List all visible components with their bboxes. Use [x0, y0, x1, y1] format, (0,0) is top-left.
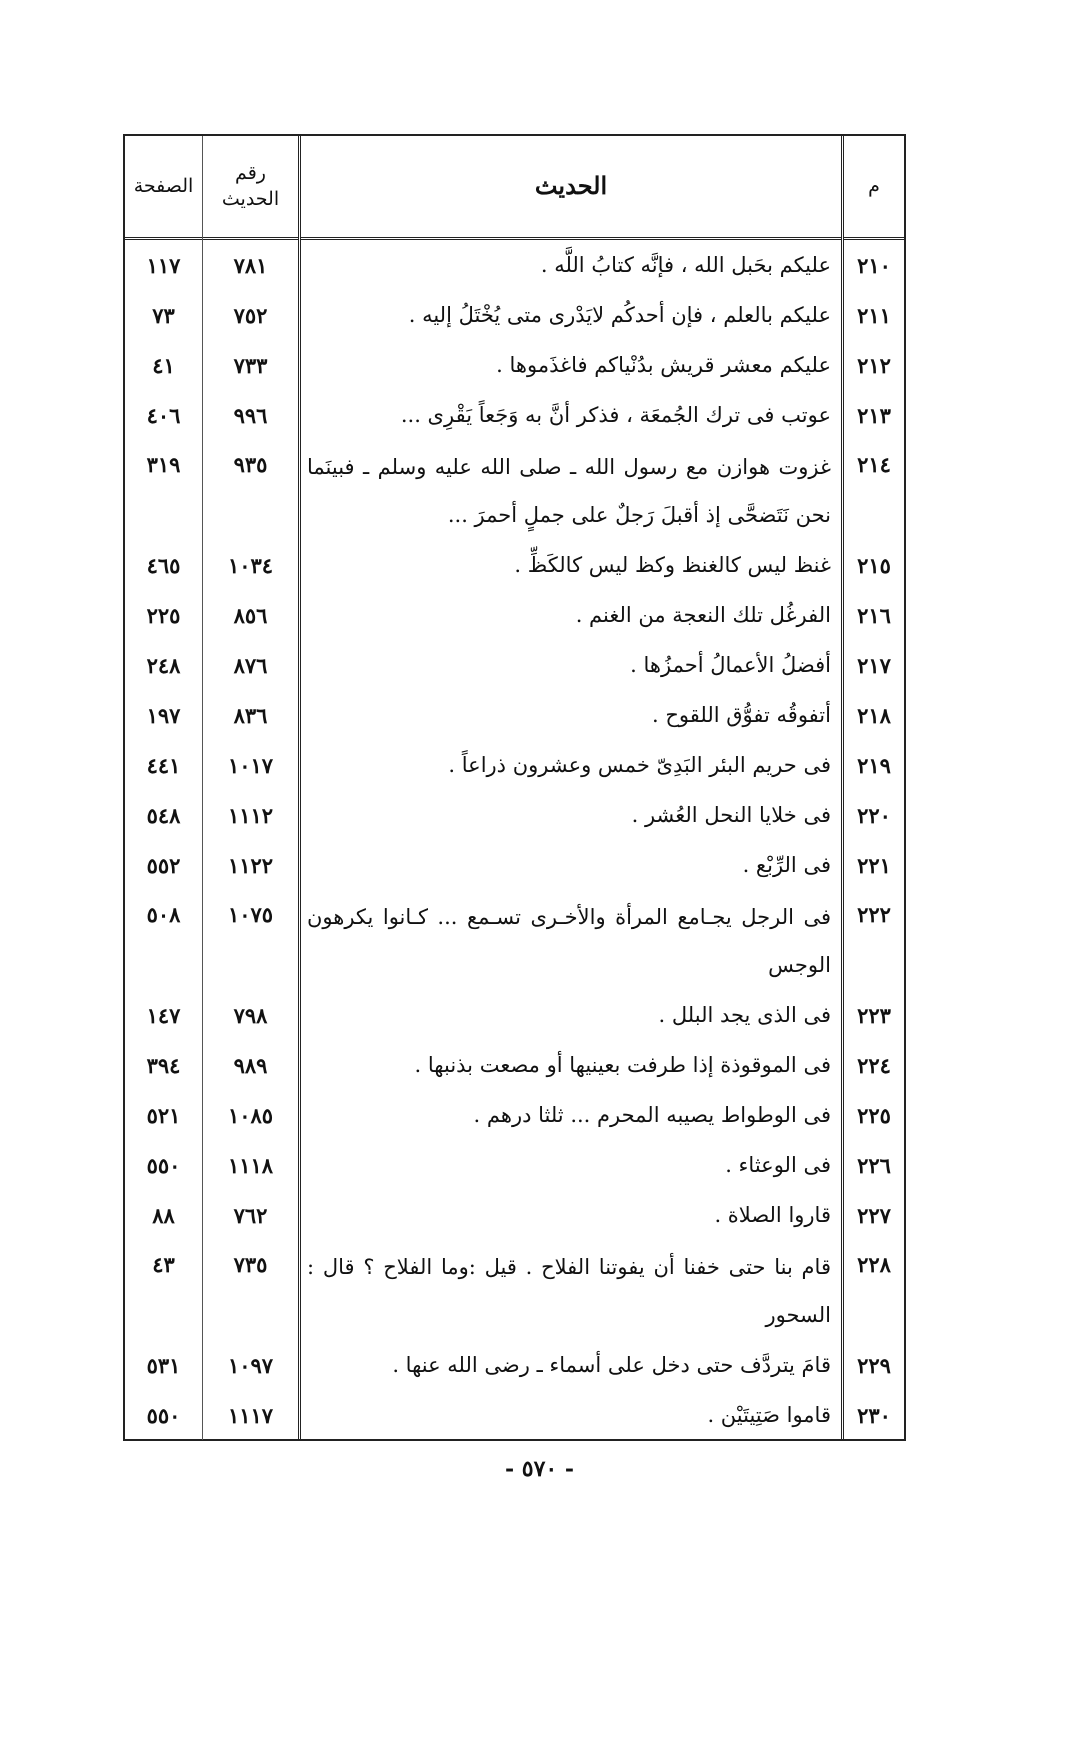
row-m-value: ٢٢٩ [857, 1352, 891, 1378]
row-text-cell [301, 740, 841, 790]
column-hadith-text [301, 136, 844, 1440]
row-page-cell [125, 990, 202, 1040]
row-number-value: ١١١٨ [227, 1152, 274, 1178]
row-number-value: ٧٥٢ [233, 302, 268, 328]
row-number-value: ١١٢٢ [227, 852, 274, 878]
row-text-cell [301, 440, 841, 540]
row-page-value: ٤٠٦ [146, 402, 181, 428]
row-number-cell [203, 890, 298, 990]
row-page-value: ١٩٧ [146, 702, 181, 728]
row-number-value: ١١١٧ [227, 1402, 274, 1428]
row-m-cell [844, 1240, 904, 1340]
row-text-line: عوتب فى ترك الجُمعَة ، فذكر أنَّ به وَجَعاً يَقْرِى ... [400, 403, 831, 427]
row-number-cell [203, 1140, 298, 1190]
row-m-value: ٢١٧ [857, 652, 891, 678]
row-text-cell [301, 640, 841, 690]
row-m-cell [844, 1140, 904, 1190]
row-page-cell [125, 590, 202, 640]
row-m-value: ٢١٣ [857, 402, 891, 428]
row-page-value: ٧٣ [152, 302, 175, 328]
row-page-cell [125, 1090, 202, 1140]
row-m-value: ٢٢٢ [857, 902, 891, 927]
row-m-cell [844, 290, 904, 340]
row-m-value: ٢٢٣ [857, 1002, 891, 1028]
row-m-value: ٢٢٥ [857, 1102, 891, 1128]
row-page-value: ٣٩٤ [146, 1052, 181, 1078]
row-number-value: ٧٨١ [233, 252, 268, 278]
row-number-value: ٧٣٥ [233, 1252, 268, 1277]
row-page-value: ٤١ [152, 352, 175, 378]
row-page-value: ٥٥٠ [146, 1152, 181, 1178]
row-number-cell [203, 540, 298, 590]
row-number-value: ١٠١٧ [227, 752, 274, 778]
row-m-cell [844, 240, 904, 290]
row-number-value: ١٠٩٧ [227, 1352, 274, 1378]
row-m-cell [844, 590, 904, 640]
row-m-value: ٢٢٤ [857, 1052, 891, 1078]
page-column-rows [125, 240, 202, 1440]
row-m-cell [844, 440, 904, 540]
column-hadith-number [203, 136, 301, 1440]
row-page-value: ٤٦٥ [146, 552, 181, 578]
row-number-value: ٨٥٦ [233, 602, 268, 628]
row-text-line: فى الوطواط يصيبه المحرم ... ثلثا درهم . [473, 1103, 831, 1127]
row-page-cell [125, 340, 202, 390]
row-page-cell [125, 840, 202, 890]
row-text-line: قاموا صَتِيتَيْن . [707, 1403, 831, 1427]
row-number-cell [203, 1390, 298, 1440]
row-text-cell [301, 1040, 841, 1090]
row-m-value: ٢٢١ [857, 852, 891, 878]
row-number-cell [203, 240, 298, 290]
row-m-cell [844, 540, 904, 590]
row-number-value: ٧٦٢ [233, 1202, 268, 1228]
row-m-value: ٢١٦ [857, 602, 891, 628]
row-number-value: ١٠٧٥ [227, 902, 274, 927]
row-text-cell [301, 1340, 841, 1390]
row-m-cell [844, 340, 904, 390]
row-number-cell [203, 1190, 298, 1240]
row-text-line: السحور [765, 1303, 831, 1327]
row-text-line: الفرغُل تلك النعجة من الغنم . [575, 603, 831, 627]
row-number-cell [203, 990, 298, 1040]
row-page-value: ٥٥٠ [146, 1402, 181, 1428]
row-number-value: ٨٧٦ [233, 652, 268, 678]
row-number-cell [203, 1340, 298, 1390]
column-serial [844, 136, 904, 1440]
row-page-cell [125, 540, 202, 590]
row-m-value: ٢٢٦ [857, 1152, 891, 1178]
header-number-line1: رقم [235, 161, 266, 184]
row-number-cell [203, 590, 298, 640]
row-text-cell [301, 840, 841, 890]
row-m-cell [844, 690, 904, 740]
row-number-value: ٩٨٩ [233, 1052, 268, 1078]
row-number-value: ١٠٨٥ [227, 1102, 274, 1128]
row-text-line: فى خلايا النحل العُشر . [631, 803, 831, 827]
row-page-value: ٥٢١ [146, 1102, 181, 1128]
row-m-value: ٢١٥ [857, 552, 891, 578]
row-m-value: ٢٢٠ [857, 802, 891, 828]
row-number-value: ٧٣٣ [233, 352, 268, 378]
row-text-line: فى الوعثاء . [725, 1153, 831, 1177]
header-page: الصفحة [125, 136, 202, 240]
row-number-cell [203, 840, 298, 890]
row-number-cell [203, 1040, 298, 1090]
row-number-value: ١١١٢ [227, 802, 274, 828]
row-m-value: ٢١١ [857, 302, 891, 328]
row-m-cell [844, 990, 904, 1040]
row-text-line: عليكم بحَبل الله ، فإنَّه كتابُ اللَّه . [540, 253, 831, 277]
row-page-value: ٣١٩ [146, 452, 181, 477]
row-m-cell [844, 840, 904, 890]
row-page-value: ٥٤٨ [146, 802, 181, 828]
column-page [125, 136, 203, 1440]
row-number-cell [203, 690, 298, 740]
row-text-cell [301, 1390, 841, 1440]
row-page-cell [125, 640, 202, 690]
row-text-cell [301, 1090, 841, 1140]
row-page-value: ٤٣ [152, 1252, 175, 1277]
row-page-value: ٤٤١ [146, 752, 181, 778]
row-m-value: ٢١٢ [857, 352, 891, 378]
row-text-cell [301, 240, 841, 290]
row-text-line: فى الرجل يجـامع المرأة والأخـرى تسـمع ... كـانوا يكرهون [307, 905, 831, 929]
row-text-line: أتفوقُه تفوُّق اللقوح . [652, 703, 831, 727]
row-text-cell [301, 390, 841, 440]
row-page-cell [125, 890, 202, 990]
row-number-cell [203, 740, 298, 790]
row-m-value: ٢١٠ [857, 252, 891, 278]
row-page-cell [125, 1240, 202, 1340]
row-text-cell [301, 590, 841, 640]
row-number-cell [203, 440, 298, 540]
row-page-cell [125, 1340, 202, 1390]
row-m-cell [844, 740, 904, 790]
row-text-line: قام بنا حتى خفنا أن يفوتنا الفلاح . قيل :وما الفلاح ؟ قال : [307, 1255, 831, 1279]
number-column-rows [203, 240, 298, 1440]
row-page-value: ٨٨ [152, 1202, 175, 1228]
row-m-value: ٢٣٠ [857, 1402, 891, 1428]
row-text-line: غنظ ليس كالغنظ وكظ ليس كالكَظِّ . [514, 553, 831, 577]
row-text-cell [301, 990, 841, 1040]
hadith-index-table [123, 134, 906, 1441]
row-text-cell [301, 1240, 841, 1340]
header-hadith-number [203, 136, 298, 240]
row-page-cell [125, 1040, 202, 1090]
row-page-cell [125, 440, 202, 540]
row-page-value: ٢٢٥ [146, 602, 181, 628]
row-number-value: ٧٩٨ [233, 1002, 268, 1028]
row-text-line: عليكم بالعلم ، فإن أحدكُم لايَدْرى متى يُخْتَلُ إليه . [408, 303, 831, 327]
row-page-value: ١٤٧ [146, 1002, 181, 1028]
row-page-value: ١١٧ [146, 252, 181, 278]
row-page-cell [125, 1390, 202, 1440]
row-page-cell [125, 1190, 202, 1240]
row-text-cell [301, 690, 841, 740]
row-number-cell [203, 290, 298, 340]
row-page-cell [125, 790, 202, 840]
serial-column-rows [844, 240, 904, 1440]
row-text-line: فى حريم البئر البَدِىّ خمس وعشرون ذراعاً . [448, 753, 831, 777]
row-text-cell [301, 540, 841, 590]
row-number-value: ٨٣٦ [233, 702, 268, 728]
row-page-value: ٥٠٨ [146, 902, 181, 927]
text-column-rows [301, 240, 841, 1440]
row-page-cell [125, 1140, 202, 1190]
row-m-cell [844, 890, 904, 990]
row-text-cell [301, 290, 841, 340]
row-m-value: ٢١٤ [857, 452, 891, 477]
row-number-cell [203, 390, 298, 440]
row-m-cell [844, 1390, 904, 1440]
header-serial: م [844, 136, 904, 240]
row-number-value: ١٠٣٤ [227, 552, 274, 578]
row-page-value: ٥٥٢ [146, 852, 181, 878]
row-m-cell [844, 1090, 904, 1140]
row-page-cell [125, 240, 202, 290]
row-text-cell [301, 1140, 841, 1190]
row-text-line: نحن نَتَضحَّى إذ أقبلَ رَجلٌ على جملٍ أحمرَ ... [447, 503, 831, 527]
row-text-cell [301, 1190, 841, 1240]
row-page-cell [125, 690, 202, 740]
header-number-line2: الحديث [221, 187, 280, 210]
row-m-value: ٢٢٨ [857, 1252, 891, 1277]
row-m-cell [844, 390, 904, 440]
row-m-cell [844, 640, 904, 690]
row-text-line: فى الرِّبْع . [742, 853, 831, 877]
row-text-line: عليكم معشر قريش بدُنْياكم فاغذَموها . [496, 353, 831, 377]
row-number-cell [203, 790, 298, 840]
row-text-line: فى الذى يجد البلل . [658, 1003, 831, 1027]
row-text-cell [301, 890, 841, 990]
row-page-cell [125, 390, 202, 440]
row-number-cell [203, 340, 298, 390]
row-m-cell [844, 1340, 904, 1390]
row-m-cell [844, 1190, 904, 1240]
row-page-value: ٥٣١ [146, 1352, 181, 1378]
row-number-value: ٩٣٥ [233, 452, 268, 477]
row-text-line: قاروا الصلاة . [714, 1203, 831, 1227]
row-page-cell [125, 740, 202, 790]
row-text-line: قامَ يتردَّف حتى دخل على أسماء ـ رضى الله عنها . [392, 1353, 831, 1377]
row-m-value: ٢١٨ [857, 702, 891, 728]
row-text-cell [301, 790, 841, 840]
row-page-cell [125, 290, 202, 340]
row-text-cell [301, 340, 841, 390]
row-page-value: ٢٤٨ [146, 652, 181, 678]
row-number-cell [203, 1240, 298, 1340]
row-m-cell [844, 1040, 904, 1090]
row-m-value: ٢١٩ [857, 752, 891, 778]
page-number: - ٥٧٠ - [504, 1456, 575, 1482]
header-hadith: الحديث [301, 136, 841, 240]
row-text-line: أفضلُ الأعمالُ أحمزُها . [630, 653, 831, 677]
row-text-line: الوجس [768, 953, 831, 977]
row-number-value: ٩٩٦ [233, 402, 268, 428]
row-number-cell [203, 1090, 298, 1140]
row-text-line: غزوت هوازن مع رسول الله ـ صلى الله عليه وسلم ـ فبينَما [307, 455, 831, 479]
row-text-line: فى الموقوذة إذا طرفت بعينيها أو مصعت بذنبها . [414, 1053, 831, 1077]
row-m-value: ٢٢٧ [857, 1202, 891, 1228]
row-number-cell [203, 640, 298, 690]
row-m-cell [844, 790, 904, 840]
